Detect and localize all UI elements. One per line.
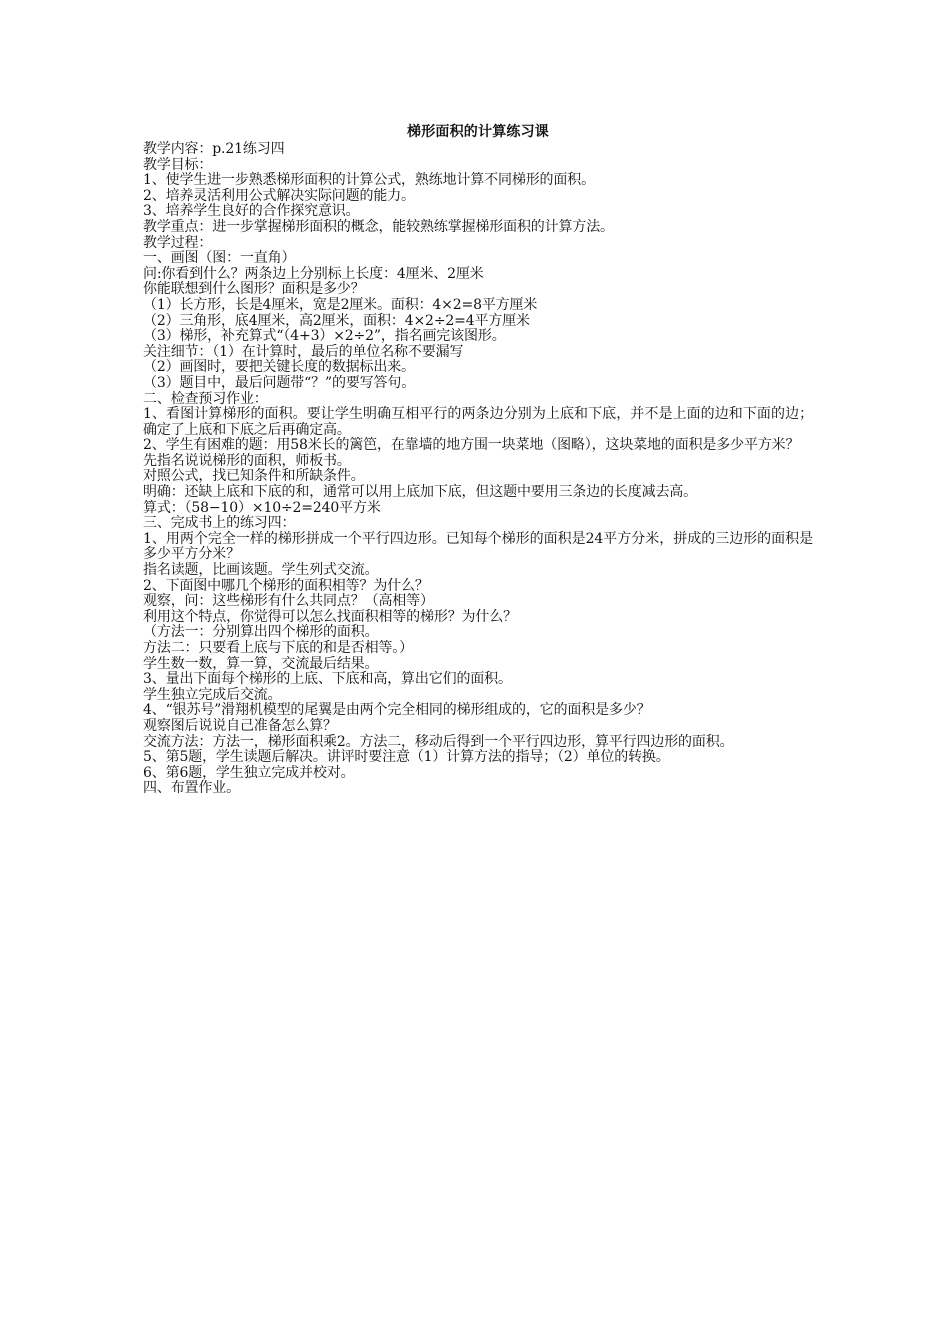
text-line: 关注细节：（1）在计算时，最后的单位名称不要漏写 bbox=[143, 343, 464, 360]
text-line: 3、培养学生良好的合作探究意识。 bbox=[143, 203, 360, 220]
text-line: 3、量出下面每个梯形的上底、下底和高，算出它们的面积。 bbox=[143, 671, 512, 688]
text-line: （方法一：分别算出四个梯形的面积。 bbox=[143, 624, 379, 641]
text-line: 利用这个特点，你觉得可以怎么找面积相等的梯形？为什么？ bbox=[143, 608, 517, 625]
text-line: 教学过程： bbox=[143, 234, 213, 251]
text-line: （3）梯形，补充算式“（4+3）×2÷2”，指名画完该图形。 bbox=[143, 328, 506, 345]
text-line: 观察，问：这些梯形有什么共同点？（高相等） bbox=[143, 593, 434, 610]
document-title: 梯形面积的计算练习课 bbox=[407, 124, 549, 140]
text-line: （2）三角形，底4厘米，高2厘米，面积：4×2÷2=4平方厘米 bbox=[143, 312, 530, 329]
text-line: 算式：（58−10）×10÷2=240平方米 bbox=[143, 499, 381, 516]
text-line: 交流方法：方法一，梯形面积乘2。方法二，移动后得到一个平行四边形，算平行四边形的面积。 bbox=[143, 733, 734, 750]
text-line: 2、学生有困难的题：用58米长的篱笆，在靠墙的地方围一块菜地（图略），这块菜地的面积是多少平方米？ bbox=[143, 437, 800, 454]
text-line: 你能联想到什么图形？面积是多少？ bbox=[143, 281, 365, 298]
text-line: 4、“银苏号”滑翔机模型的尾翼是由两个完全相同的梯形组成的，它的面积是多少？ bbox=[143, 702, 651, 719]
text-line: 学生独立完成后交流。 bbox=[143, 686, 282, 703]
text-line: 明确：还缺上底和下底的和，通常可以用上底加下底，但这题中要用三条边的长度减去高。 bbox=[143, 484, 697, 501]
document-body bbox=[143, 142, 813, 797]
text-line: （3）题目中，最后问题带“？”的要写答句。 bbox=[143, 374, 416, 391]
text-line: 1、用两个完全一样的梯形拼成一个平行四边形。已知每个梯形的面积是24平方分米，拼成的三边形的面积是多少平方分米？ bbox=[143, 530, 813, 563]
text-line: 学生数一数，算一算，交流最后结果。 bbox=[143, 655, 379, 672]
text-line: 教学重点：进一步掌握梯形面积的概念，能较熟练掌握梯形面积的计算方法。 bbox=[143, 218, 614, 235]
text-line: 5、第5题，学生读题后解决。讲评时要注意（1）计算方法的指导；（2）单位的转换。 bbox=[143, 749, 670, 766]
text-line: 教学内容：p.21练习四 bbox=[143, 141, 285, 157]
text-line: 对照公式，找已知条件和所缺条件。 bbox=[143, 468, 365, 485]
text-line: 指名读题，比画该题。学生列式交流。 bbox=[143, 562, 379, 579]
text-line: 1、使学生进一步熟悉梯形面积的计算公式，熟练地计算不同梯形的面积。 bbox=[143, 172, 595, 189]
text-line: （2）画图时，要把关键长度的数据标出来。 bbox=[143, 359, 415, 376]
text-line: 问:你看到什么？两条边上分别标上长度：4厘米、2厘米 bbox=[143, 265, 484, 282]
text-line: 观察图后说说自己准备怎么算？ bbox=[143, 717, 337, 734]
text-line: （1）长方形，长是4厘米，宽是2厘米。面积：4×2=8平方厘米 bbox=[143, 296, 538, 313]
text-line: 2、培养灵活利用公式解决实际问题的能力。 bbox=[143, 187, 415, 204]
text-line: 方法二：只要看上底与下底的和是否相等。） bbox=[143, 640, 413, 656]
text-line: 2、下面图中哪几个梯形的面积相等？为什么？ bbox=[143, 577, 429, 594]
text-line: 6、第6题，学生独立完成并校对。 bbox=[143, 764, 355, 781]
text-line: 二、检查预习作业： bbox=[143, 390, 268, 407]
text-line: 四、布置作业。 bbox=[143, 780, 240, 797]
document-page bbox=[143, 124, 813, 797]
text-line: 一、画图（图：一直角） bbox=[143, 250, 296, 267]
text-line: 先指名说说梯形的面积，师板书。 bbox=[143, 452, 351, 469]
text-line: 教学目标： bbox=[143, 156, 213, 173]
text-line: 1、看图计算梯形的面积。要让学生明确互相平行的两条边分别为上底和下底，并不是上面的边和下面的边；确定了上底和下底之后再确定高。 bbox=[143, 406, 813, 438]
text-line: 三、完成书上的练习四： bbox=[143, 515, 296, 532]
